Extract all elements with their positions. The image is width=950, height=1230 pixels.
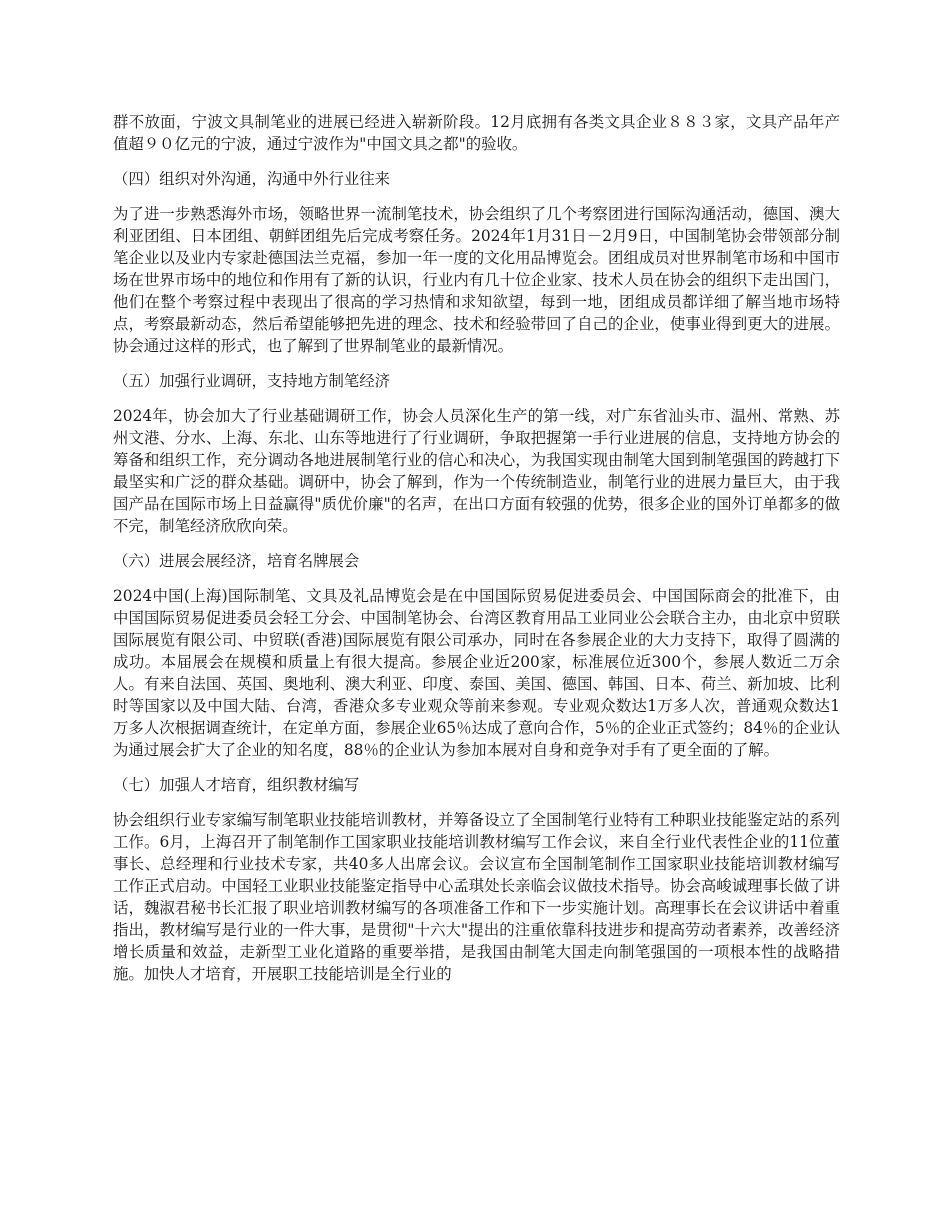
- section-heading-5: （五）加强行业调研，支持地方制笔经济: [113, 372, 391, 390]
- section-heading-6: （六）进展会展经济，培育名牌展会: [113, 552, 360, 570]
- paragraph-talent-training: 协会组织行业专家编写制笔职业技能培训教材，并筹备设立了全国制笔行业特有工种职业技能鉴定站的系列工作。6月，上海召开了制笔制作工国家职业技能培训教材编写工作会议，来自全行业代表性企业的11位董事长、总经理和行业技术专家，共40多人出席会议。会议宣布全国制笔制作工国家职业技能培训教材编写工作正式启动。中国轻工业职业技能鉴定指导中心孟琪处长亲临会议做技术指导。协会高峻诚理事长做了讲话，魏淑君秘书长汇报了职业培训教材编写的各项准备工作和下一步实施计划。高理事长在会议讲话中着重指出，教材编写是行业的一件大事，是贯彻"十六大"提出的注重依靠科技进步和提高劳动者素养，改善经济增长质量和效益，走新型工业化道路的重要举措，是我国由制笔大国走向制笔强国的一项根本性的战略措施。加快人才培育，开展职工技能培训是全行业的: [113, 811, 840, 983]
- paragraph-exhibition: 2024中国(上海)国际制笔、文具及礼品博览会是在中国国际贸易促进委员会、中国国际商会的批准下，由中国国际贸易促进委员会轻工分会、中国制笔协会、台湾区教育用品工业同业公会联合主办，由北京中贸联国际展览有限公司、中贸联(香港)国际展览有限公司承办，同时在各参展企业的大力支持下，取得了圆满的成功。本届展会在规模和质量上有很大提高。参展企业近200家，标准展位近300个，参展人数近二万余人。有来自法国、英国、奥地利、澳大利亚、印度、泰国、美国、德国、韩国、日本、荷兰、新加坡、比利时等国家以及中国大陆、台湾，香港众多专业观众等前来参观。专业观众数达1万多人次，普通观众数达1万多人次根据调查统计，在定单方面，参展企业65％达成了意向合作，5％的企业正式签约；84％的企业认为通过展会扩大了企业的知名度，88％的企业认为参加本展对自身和竞争对手有了更全面的了解。: [113, 587, 840, 759]
- document-body: [113, 111, 840, 998]
- paragraph-industry-research: 2024年，协会加大了行业基础调研工作，协会人员深化生产的第一线，对广东省汕头市、温州、常熟、苏州文港、分水、上海、东北、山东等地进行了行业调研，争取把握第一手行业进展的信息，支持地方协会的筹备和组织工作，充分调动各地进展制笔行业的信心和决心，为我国实现由制笔大国到制笔强国的跨越打下最坚实和广泛的群众基础。调研中，协会了解到，作为一个传统制造业，制笔行业的进展力量巨大，由于我国产品在国际市场上日益赢得"质优价廉"的名声，在出口方面有较强的优势，很多企业的国外订单都多的做不完，制笔经济欣欣向荣。: [113, 407, 840, 535]
- section-heading-7: （七）加强人才培育，组织教材编写: [113, 776, 360, 794]
- paragraph-overseas-exchange: 为了进一步熟悉海外市场，领略世界一流制笔技术，协会组织了几个考察团进行国际沟通活动，德国、澳大利亚团组、日本团组、朝鲜团组先后完成考察任务。2024年1月31日－2月9日，中国制笔协会带领部分制笔企业以及业内专家赴德国法兰克福，参加一年一度的文化用品博览会。团组成员对世界制笔市场和中国市场在世界市场中的地位和作用有了新的认识，行业内有几十位企业家、技术人员在协会的组织下走出国门，他们在整个考察过程中表现出了很高的学习热情和求知欲望，每到一地，团组成员都详细了解当地市场特点，考察最新动态，然后希望能够把先进的理念、技术和经验带回了自己的企业，使事业得到更大的进展。协会通过这样的形式，也了解到了世界制笔业的最新情况。: [113, 205, 840, 355]
- paragraph-ningbo-summary: 群不放面，宁波文具制笔业的进展已经进入崭新阶段。12月底拥有各类文具企业８８３家，文具产品年产值超９０亿元的宁波，通过宁波作为"中国文具之都"的验收。: [113, 113, 840, 153]
- section-heading-4: （四）组织对外沟通，沟通中外行业往来: [113, 170, 391, 188]
